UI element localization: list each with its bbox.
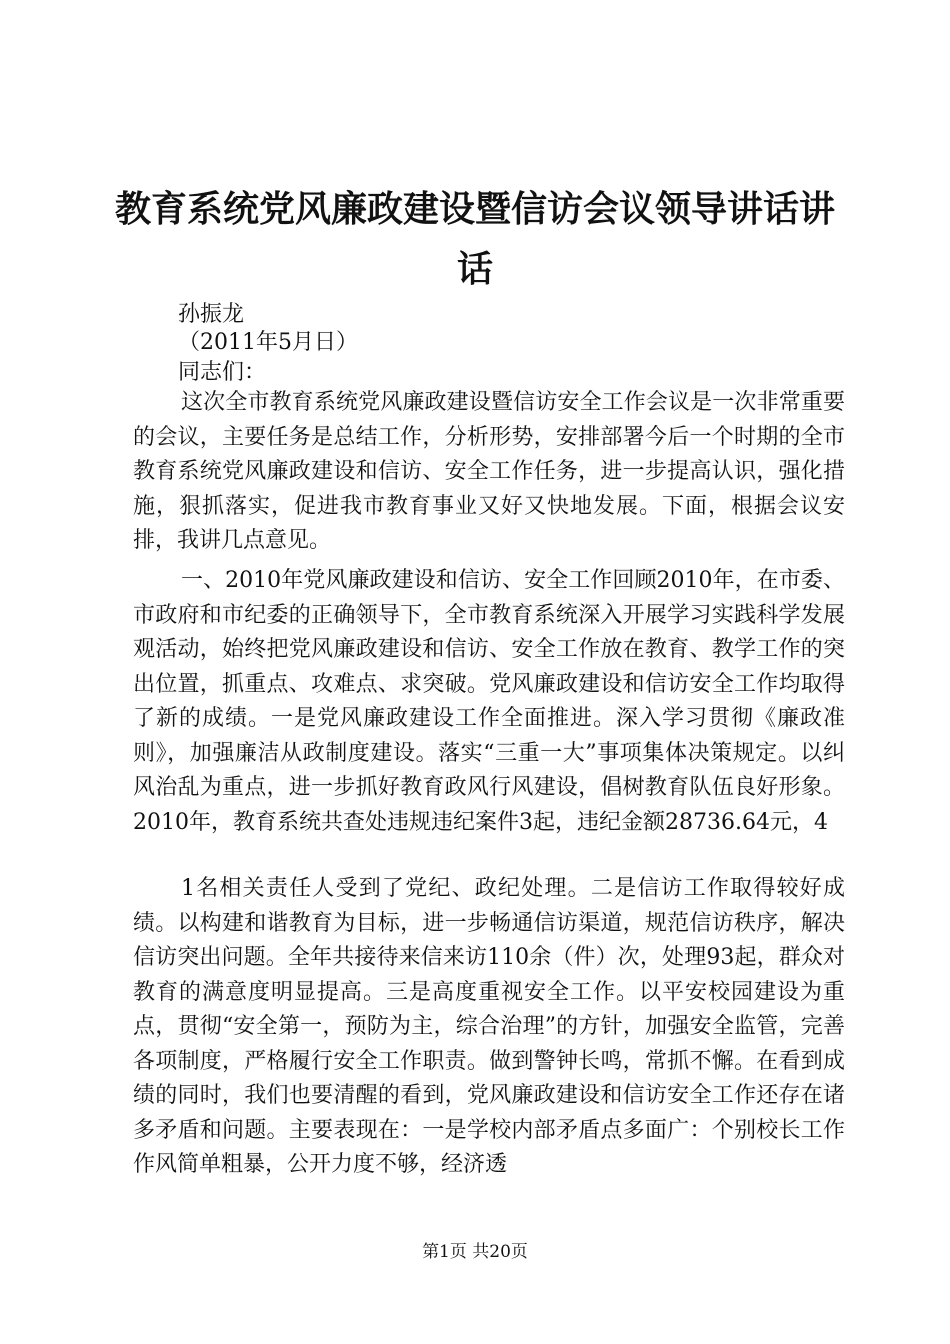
- greeting: 同志们：: [178, 360, 267, 385]
- paragraph-continued: 1名相关责任人受到了党纪、政纪处理。二是信访工作取得较好成绩。以构建和谐教育为目标，进一步畅通信访渠道，规范信访秩序，解决信访突出问题。全年共接待来信来访110余（件）次，处理93起，群众对教育的满意度明显提高。三是高度重视安全工作。以平安校园建设为重点，贯彻“安全第一，预防为主，综合治理”的方针，加强安全监管，完善各项制度，严格履行安全工作职责。做到警钟长鸣，常抓不懈。在看到成绩的同时，我们也要清醒的看到，党风廉政建设和信访安全工作还存在诸多矛盾和问题。主要表现在：一是学校内部矛盾点多面广：个别校长工作作风简单粗暴，公开力度不够，经济透: [133, 876, 845, 1177]
- author-name: 孙振龙: [178, 302, 245, 327]
- paragraph-intro: 这次全市教育系统党风廉政建设暨信访安全工作会议是一次非常重要的会议，主要任务是总结工作，分析形势，安排部署今后一个时期的全市教育系统党风廉政建设和信访、安全工作任务，进一步提高认识，强化措施，狠抓落实，促进我市教育事业又好又快地发展。下面，根据会议安排，我讲几点意见。: [133, 390, 845, 553]
- document-title-line2: 话: [456, 249, 493, 290]
- page-number: 第1页 共20页: [422, 1242, 528, 1262]
- speech-date: （2011年5月日）: [178, 330, 358, 355]
- document-title-line1: 教育系统党风廉政建设暨信访会议领导讲话讲: [114, 189, 835, 230]
- paragraph-review: 一、2010年党风廉政建设和信访、安全工作回顾2010年，在市委、市政府和市纪委的正确领导下，全市教育系统深入开展学习实践科学发展观活动，始终把党风廉政建设和信访、安全工作放在教育、教学工作的突出位置，抓重点、攻难点、求突破。党风廉政建设和信访安全工作均取得了新的成绩。一是党风廉政建设工作全面推进。深入学习贯彻《廉政准则》，加强廉洁从政制度建设。落实“三重一大”事项集体决策规定。以纠风治乱为重点，进一步抓好教育政风行风建设，倡树教育队伍良好形象。2010年，教育系统共查处违规违纪案件3起，违纪金额28736.64元，4: [133, 568, 845, 835]
